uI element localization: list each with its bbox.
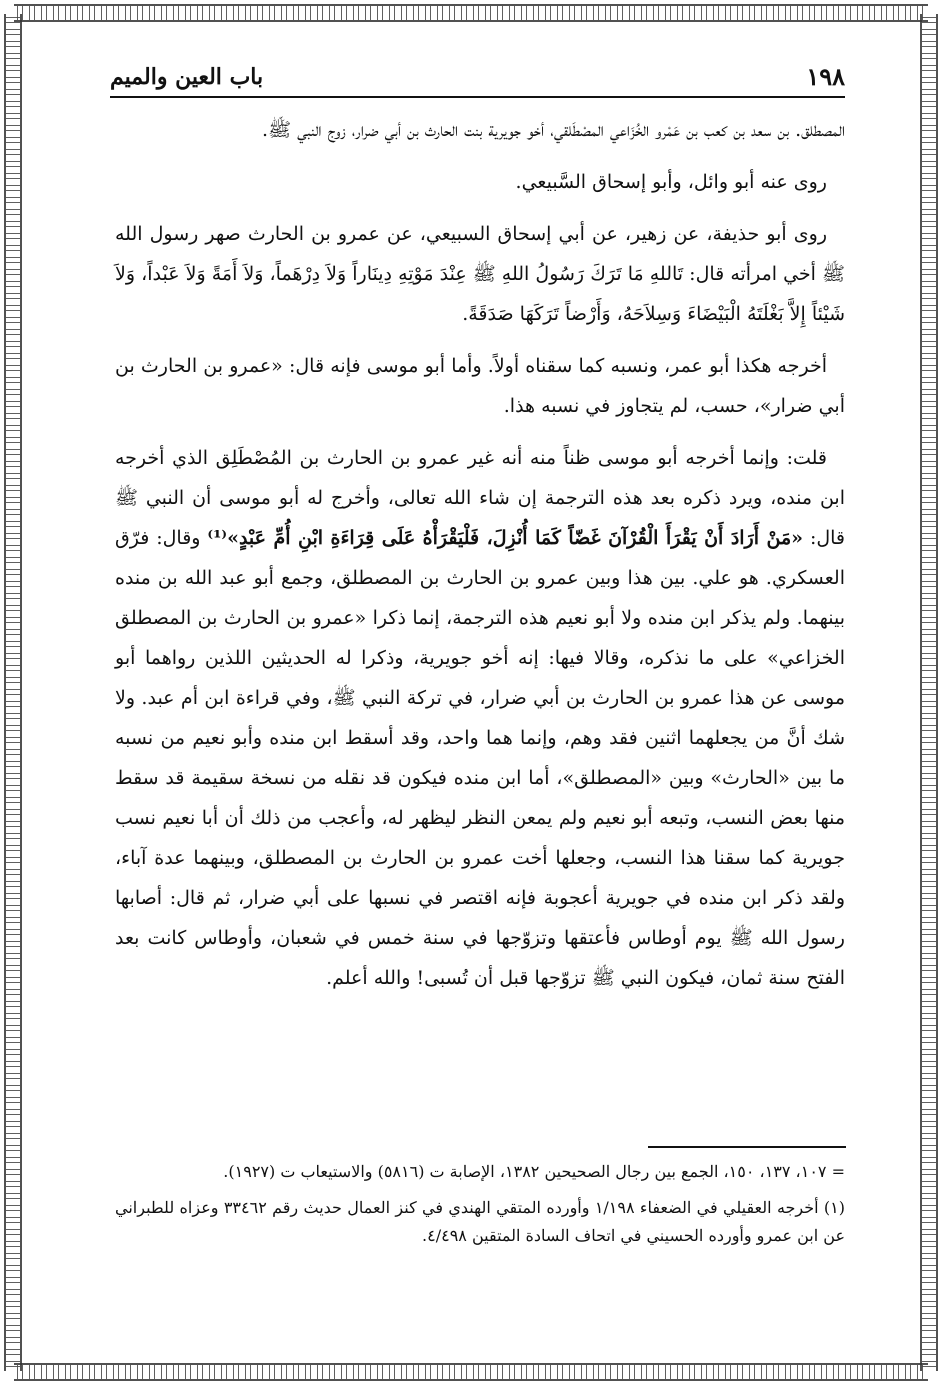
footnote-1: (١) أخرجه العقيلي في الضعفاء ١/١٩٨ وأورده المتقي الهندي في كنز العمال حديث رقم ٣٣٤٦٢ وعزاه للطبراني عن ابن عمرو وأورده الحسيني في اتحاف السادة المتقين ٤/٤٩٨. xyxy=(115,1198,845,1245)
footnote-continued: = ١٠٧، ١٣٧، ١٥٠، الجمع بين رجال الصحيحين ١٣٨٢، الإصابة ت (٥٨١٦) والاستيعاب ت (١٩٢٧). xyxy=(223,1162,845,1181)
paragraph-3: روى أبو حذيفة، عن زهير، عن أبي إسحاق السبيعي، عن عمرو بن الحارث صهر رسول الله ﷺ أخي امرأته قال: تَاللهِ مَا تَرَكَ رَسُولُ اللهِ ﷺ عِنْدَ مَوْتِهِ دِينَاراً وَلاَ دِرْهَماً، وَلاَ أَمَةً وَلاَ عَبْداً، وَلاَ شَيْئاً إِلاَّ بَغْلَتَهُ الْبَيْضَاءَ وَسِلاَحَهُ، وَأَرْضاً تَرَكَهَا صَدَقَةً. xyxy=(115,223,845,325)
paragraph-1: المصطلق. بن سعد بن كعب بن عَمْرو الخُزَاعي المصْطَلقي، أخو جويرية بنت الحارث بن أبي ضرار، زوج النبي ﷺ. xyxy=(262,119,845,141)
paragraph-2: روى عنه أبو وائل، وأبو إسحاق السَّبيعي. xyxy=(515,171,827,193)
page-header xyxy=(110,62,845,94)
page-number: ١٩٨ xyxy=(806,62,845,91)
border-top xyxy=(14,4,928,22)
header-rule xyxy=(110,96,845,98)
main-text xyxy=(115,110,845,1010)
border-left xyxy=(4,14,22,1371)
paragraph-4: أخرجه هكذا أبو عمر، ونسبه كما سقناه أولاً. وأما أبو موسى فإنه قال: «عمرو بن الحارث بن أبي ضرار»، حسب، لم يتجاوز في نسبه هذا. xyxy=(115,355,845,417)
hadith-quote: «مَنْ أَرَادَ أَنْ يَقْرَأَ الْقُرْآنَ غَضّاً كَمَا أُنْزِلَ، فَلْيَقْرَأْهُ عَلَى قِرَاءَةِ ابْنِ أُمِّ عَبْدٍ»⁽¹⁾ xyxy=(207,527,804,549)
footnotes xyxy=(115,1158,845,1258)
paragraph-5-rest: وقال: فرّق العسكري. هو علي. بين هذا وبين عمرو بن الحارث بن المصطلق، وجمع أبو عبد الله بن منده بينهما. ولم يذكر ابن منده ولا أبو نعيم هذه الترجمة، إنما ذكرا «عمرو بن الحارث بن المصطلق الخزاعي» على ما نذكره، وقالا فيها: إنه أخو جويرية، وذكرا له الحديثين اللذين رواهما أبو موسى عن هذا عمرو بن الحارث بن أبي ضرار، في تركة النبي ﷺ، وفي قراءة ابن أم عبد. ولا شك أنَّ من يجعلهما اثنين فقد وهم، وإنما هما واحد، وقد أسقط ابن منده وأبو نعيم من نسبه ما بين «الحارث» وبين «المصطلق»، أما ابن منده فيكون قد نقله من نسخة سقيمة قد سقط منها بعض النسب، وتبعه أبو نعيم ولم يمعن النظر ليظهر له، وأعجب من ذلك أن أبا نعيم نسب جويرية كما سقنا هذا النسب، وجعلها أخت عمرو بن الحارث بن المصطلق، وبينهما عدة آباء، ولقد ذكر ابن منده في جويرية أعجوبة فإنه اقتصر في نسبها على أبي ضرار، ثم قال: أصابها رسول الله ﷺ يوم أوطاس فأعتقها وتزوّجها في سنة خمس في شعبان، وأوطاس كانت بعد الفتح سنة ثمان، فيكون النبي ﷺ تزوّجها قبل أن تُسبى! والله أعلم. xyxy=(115,527,845,989)
paragraph-5 xyxy=(115,438,845,998)
paragraph-5-intro: قلت: وإنما أخرجه أبو موسى ظناً منه أنه غير عمرو بن الحارث بن المُصْطَلِق الذي أخرجه ابن منده، ويرد ذكره بعد هذه الترجمة إن شاء الله تعالى، وأخرج له أبو موسى أن النبي ﷺ قال: xyxy=(115,447,846,549)
border-right xyxy=(920,14,938,1371)
footnote-rule xyxy=(648,1146,846,1148)
running-title: باب العين والميم xyxy=(110,64,264,90)
border-bottom xyxy=(14,1363,928,1381)
